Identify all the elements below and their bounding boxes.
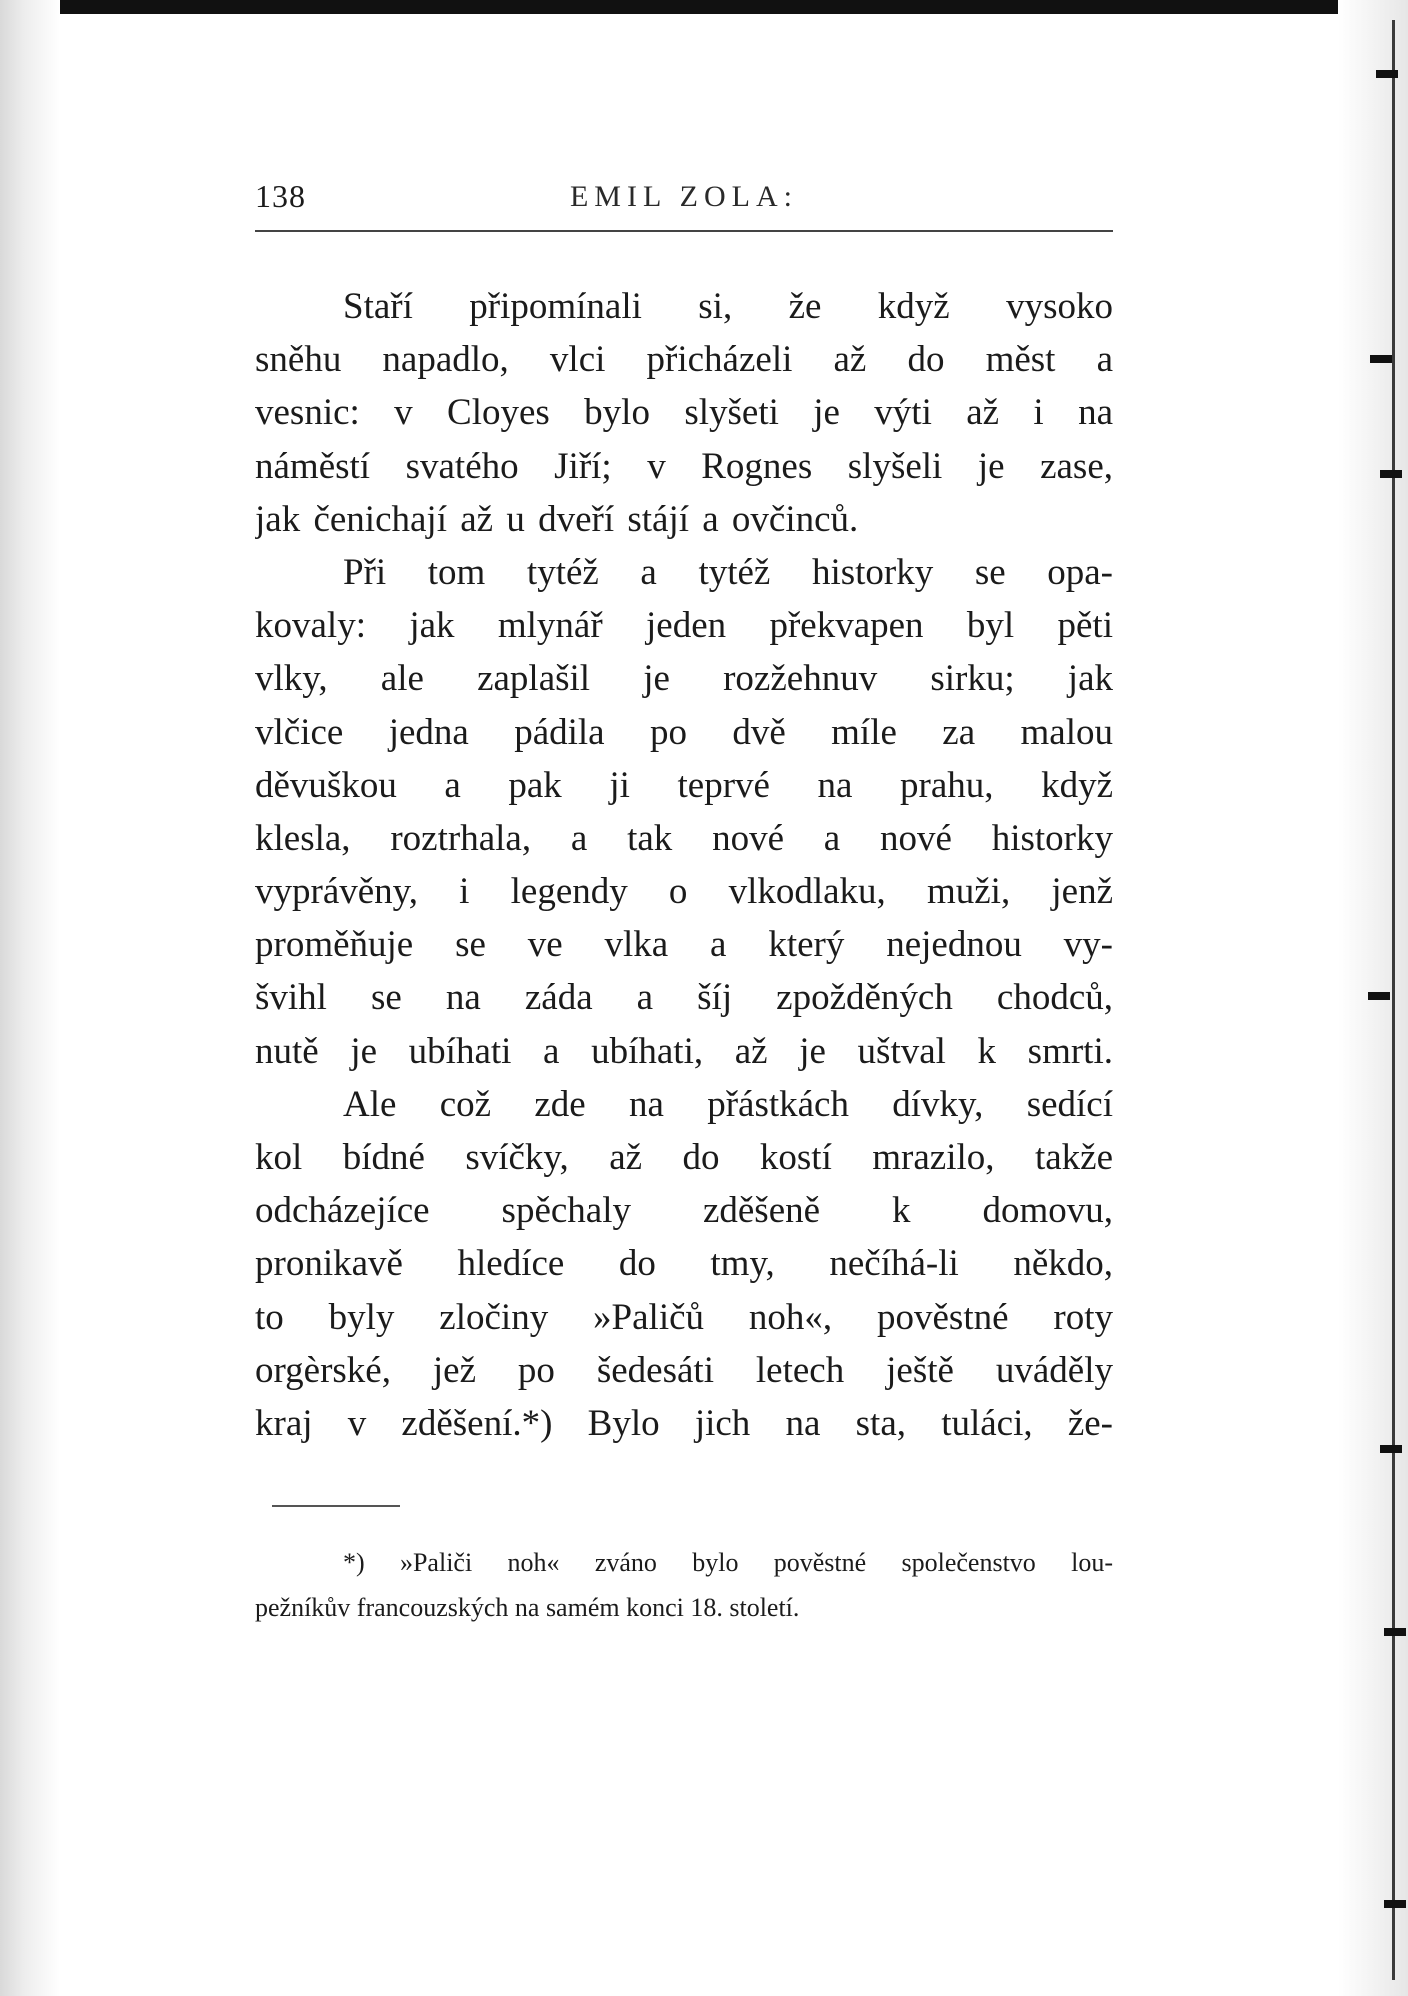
text-line: to byly zločiny »Paličů noh«, pověstné roty [255, 1296, 1113, 1338]
binding-mark [1370, 355, 1392, 363]
text-line: pronikavě hledíce do tmy, nečíhá-li někdo, [255, 1243, 1113, 1285]
text-line: vlky, ale zaplašil je rozžehnuv sirku; jak [255, 658, 1113, 700]
text-line: kraj v zděšení.*) Bylo jich na sta, tuláci, že- [255, 1402, 1113, 1444]
page-header [255, 178, 1113, 218]
text-line: náměstí svatého Jiří; v Rognes slyšeli je zase, [255, 445, 1113, 487]
body-text [255, 280, 1113, 1450]
text-line: odcházejíce spěchaly zděšeně k domovu, [255, 1190, 1113, 1232]
footnote-line: pežníkův francouzských na samém konci 18. století. [255, 1593, 800, 1622]
footnote-line: *) »Paliči noh« zváno bylo pověstné společenstvo lou- [343, 1548, 1113, 1577]
footnote-rule [272, 1505, 400, 1507]
binding-mark [1376, 70, 1398, 78]
scan-left-shadow [0, 0, 60, 1996]
text-line: proměňuje se ve vlka a který nejednou vy- [255, 924, 1113, 966]
binding-mark [1384, 1628, 1406, 1636]
text-line: kovaly: jak mlynář jeden překvapen byl pěti [255, 605, 1113, 647]
text-line: vyprávěny, i legendy o vlkodlaku, muži, jenž [255, 871, 1113, 913]
text-line: kol bídné svíčky, až do kostí mrazilo, takže [255, 1137, 1113, 1178]
page-number: 138 [255, 178, 306, 214]
text-line: jak čenichají až u dveří stájí a ovčinců. [255, 498, 859, 540]
text-line: děvuškou a pak ji teprvé na prahu, když [255, 764, 1113, 806]
text-line: vlčice jedna pádila po dvě míle za malou [255, 711, 1113, 753]
text-line: sněhu napadlo, vlci přicházeli až do měst a [255, 339, 1113, 381]
scan-top-edge [0, 0, 1408, 14]
header-rule [255, 230, 1113, 232]
text-line: švihl se na záda a šíj zpožděných chodců, [255, 977, 1113, 1019]
binding-mark [1380, 470, 1402, 478]
binding-mark [1380, 1445, 1402, 1453]
binding-mark [1384, 1900, 1406, 1908]
binding-line [1392, 20, 1395, 1980]
running-title: EMIL ZOLA: [569, 180, 799, 213]
text-line: Při tom tytéž a tytéž historky se opa- [343, 551, 1113, 593]
text-line: nutě je ubíhati a ubíhati, až je uštval k smrti. [255, 1030, 1113, 1072]
text-line: orgèrské, jež po šedesáti letech ještě uváděly [255, 1349, 1113, 1391]
footnote [255, 1540, 1113, 1630]
text-line: Ale což zde na přástkách dívky, sedící [343, 1083, 1113, 1125]
text-line: Staří připomínali si, že když vysoko [343, 286, 1113, 327]
text-line: vesnic: v Cloyes bylo slyšeti je výti až i na [255, 392, 1113, 434]
binding-mark [1368, 992, 1390, 1000]
text-line: klesla, roztrhala, a tak nové a nové historky [255, 817, 1113, 859]
